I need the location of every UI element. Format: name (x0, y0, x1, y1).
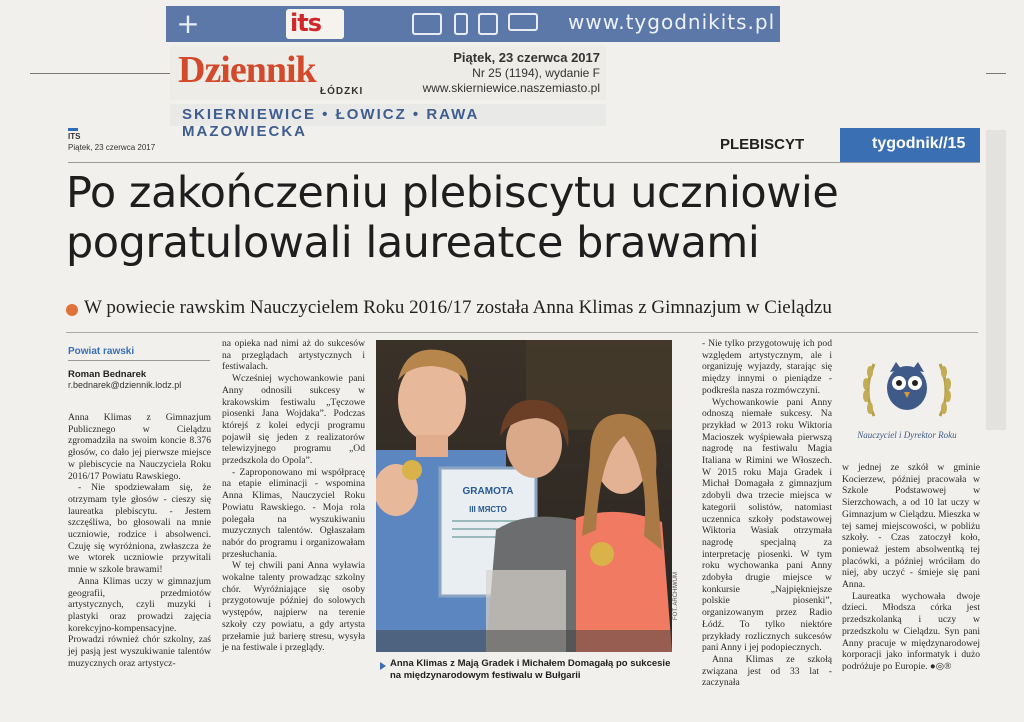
paragraph: W tej chwili pani Anna wyławia wokalne talenty prowadząc szkolny chór. Wyróżniające się osoby przygotowuje później do solowych występów, najpierw na terenie szkoły czy powiatu, a gdy artysta przełamie już barierę stresu, wysyła je na festiwale i przeglądy. (222, 560, 365, 654)
logo-subtitle: ŁÓDZKI (320, 86, 364, 97)
its-accent-bar (68, 128, 78, 131)
award-logo-text: Nauczyciel i Dyrektor Roku (857, 430, 957, 440)
issue-url: www.skierniewice.naszemiasto.pl (422, 81, 600, 95)
diploma-place: III МЯСТО (469, 505, 507, 514)
column-1 (68, 412, 211, 669)
issue-date: Piątek, 23 czerwca 2017 (453, 50, 600, 65)
neighbour-page-edge (986, 130, 1006, 430)
column-2 (222, 338, 365, 654)
top-banner (166, 6, 780, 42)
plus-icon: + (176, 7, 200, 40)
headline: Po zakończeniu plebiscytu uczniowie pogratulowali laureatce brawami (66, 168, 839, 268)
paragraph: w jednej ze szkół w gminie Kocierzew, później pracowała w Szkole Podstawowej w Sierzchowach, a od 10 lat uczy w Gimnazjum w Cielądzu. Mieszka w tej samej miejscowości, w pobliżu szkoły. - Czas zatoczył koło, ponieważ jestem absolwentką tej placówki, a później wróciłam do niej, aby uczyć - śmieje się pani Anna. (842, 462, 980, 591)
newspaper-icon (412, 13, 442, 35)
its-logo: its (286, 9, 344, 39)
column-5 (842, 462, 980, 673)
header-rule (68, 162, 980, 163)
paragraph: Wychowankowie pani Anny odnoszą niemałe sukcesy. Na przykład w 2013 roku Wiktoria Macioszek wyśpiewała pierwszą nagrodę na festiwalu Magia Italiana w Rimini we Włoszech. W 2015 roku Maja Gradek i Michał Domagała z gimnazjum zdobyli dwa trzecie miejsca w kategorii solistów, natomiast uczennica szkoły podstawowej Wiktoria Wasiak otrzymała nagrodę specjalną za interpretację piosenki. W tym roku wychowanka pani Anny zdobyła drugie miejsce w konkursie „Najpiękniejsze polskie piosenki”, organizowanym przez Radio Łódź. To tylko niektóre przykłady rozlicznych sukcesów pani Anny i jej podopiecznych. (702, 396, 832, 654)
paragraph: - Nie spodziewałam się, że otrzymam tyle głosów - cieszy się laureatka plebiscytu. - Jestem szczęśliwa, bo głosowali na mnie uczniowie, rodzice i absolwenci. Czuję się wyróżniona, zwłaszcza że we wtorek uczniowie przywitali mnie w szkole brawami! (68, 482, 211, 576)
diploma-title: GRAMOTA (462, 486, 514, 497)
paragraph: Anna Klimas z Gimnazjum Publicznego w Cielądzu zgromadziła na swoim koncie 8.376 głosów, co dało jej pierwsze miejsce w plebiscycie na Nauczyciela Roku 2016/17 Powiatu Rawskiego. (68, 412, 211, 482)
owl-laurel-icon (852, 338, 962, 448)
phone-icon (454, 13, 468, 35)
page-date: Piątek, 23 czerwca 2017 (68, 143, 156, 152)
paragraph: Anna Klimas uczy w gimnazjum geografii, przedmiotów artystycznych, czyli muzyki i plastyki oraz prowadzi zajęcia korekcyjno-kompensacyjne. Prowadzi również chór szkolny, zaś jej pasją jest wyszukiwanie talentów muzycznych oraz artystycz- (68, 575, 211, 669)
issue-number: Nr 25 (1194), wydanie F (472, 66, 600, 80)
lead-bullet-icon (66, 304, 78, 316)
its-label: ITS (68, 132, 81, 141)
photo-credit: FOT. ARCHIWUM (673, 572, 679, 620)
regions-bar (170, 104, 606, 140)
kicker: Powiat rawski (68, 346, 135, 357)
lead: W powiecie rawskim Nauczycielem Roku 2016/17 została Anna Klimas z Gimnazjum w Cielądzu (84, 297, 832, 318)
banner-url: www.tygodnikits.pl (568, 10, 776, 34)
tablet-icon (478, 13, 498, 35)
author-email[interactable]: r.bednarek@dziennik.lodz.pl (68, 380, 182, 390)
photo-caption: Anna Klimas z Mają Gradek i Michałem Domagałą po sukcesie na międzynarodowym festiwalu w Bułgarii (390, 658, 671, 681)
lead-rule (66, 332, 978, 333)
paragraph: - Zaproponowano mi współpracę na etapie eliminacji - wspomina Anna Klimas, Nauczyciel Roku Powiatu Rawskiego. - Moja rola polegała na wyszukiwaniu muzycznych talentów. Ogłaszałam nabór do programu i organizowałam przesłuchania. (222, 466, 365, 560)
page-rule (30, 73, 170, 74)
award-logo (852, 338, 962, 448)
monitor-icon (508, 13, 538, 31)
masthead (170, 46, 606, 100)
page-rule (986, 73, 1006, 74)
section-label: PLEBISCYT (720, 136, 805, 153)
page-tag: tygodnik//15 (840, 128, 980, 162)
article-photo (376, 340, 672, 652)
kicker-rule (68, 360, 210, 361)
column-4 (702, 338, 832, 689)
author: Roman Bednarek (68, 369, 147, 380)
regions-text: SKIERNIEWICE • ŁOWICZ • RAWA MAZOWIECKA (182, 106, 479, 140)
caption-arrow-icon (380, 662, 386, 670)
photo-illustration (376, 340, 672, 652)
paragraph: Laureatka wychowała dwoje dzieci. Młodsza córka jest przedszkolanką i uczy w przedszkolu w Cielądzu. Syn pani Anny pracuje w międzynarodowej korporacji jako informatyk i dużo podróżuje po Europie. ●◎® (842, 590, 980, 672)
paragraph: Wcześniej wychowankowie pani Anny odnosili sukcesy w krakowskim festiwalu „Tęczowe piosenki Jana Wojdaka”. Podczas którejś z kolei edycji programu pojawił się jeden z realizatorów telewizyjnego programu „Od przedszkola do Opola”. (222, 373, 365, 467)
paragraph: na opieka nad nimi aż do sukcesów na przeglądach artystycznych i festiwalach. (222, 338, 365, 373)
paragraph: - Nie tylko przygotowuję ich pod względem artystycznym, ale i organizuję wyjazdy, starając się między innymi o pieniądze - podkreśla nasza rozmówczyni. (702, 338, 832, 396)
paragraph: Anna Klimas ze szkołą związana jest od 33 lat - zaczynała (702, 653, 832, 689)
dziennik-logo: Dziennik (178, 49, 316, 91)
